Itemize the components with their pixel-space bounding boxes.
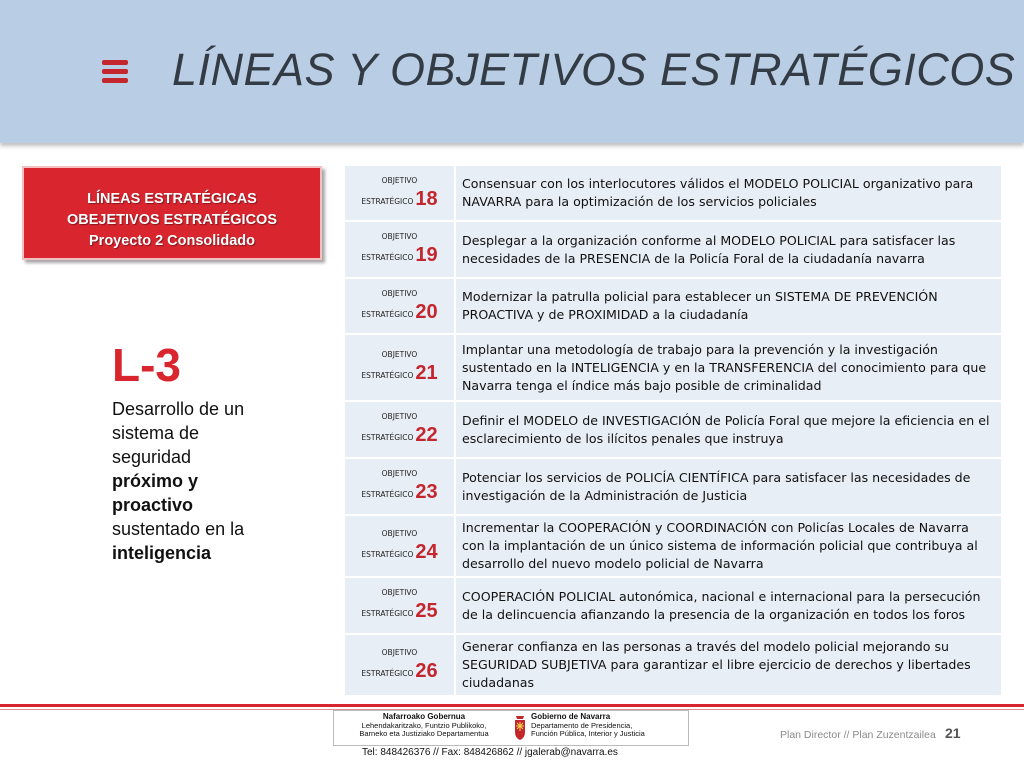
objective-text: Definir el MODELO de INVESTIGACIÓN de Policía Foral que mejore la eficiencia en el esclarecimiento de los ilícitos penales que instruya <box>455 401 1002 458</box>
line-code: L-3 <box>112 339 181 391</box>
line-desc-bold-2: inteligencia <box>112 543 212 563</box>
table-row <box>344 577 1002 634</box>
objective-text: Generar confianza en las personas a través del modelo policial mejorando su SEGURIDAD SUBJETIVA para garantizar el libre ejercicio de derechos y libertades ciudadanas <box>455 634 1002 696</box>
objective-label-bottom: ESTRATÉGICO <box>361 309 414 319</box>
objective-label-top: OBJETIVO <box>381 175 418 185</box>
objective-code-cell <box>344 577 455 634</box>
line-desc-bold-1: próximo y proactivo <box>112 471 199 515</box>
table-row <box>344 401 1002 458</box>
table-row <box>344 278 1002 334</box>
navarra-crest-icon <box>512 715 528 741</box>
red-box-line-3: Proyecto 2 Consolidado <box>89 233 255 249</box>
line-desc-part-1: Desarrollo de un sistema de seguridad <box>112 399 245 467</box>
objective-number: 20 <box>415 300 438 323</box>
objective-label-top: OBJETIVO <box>381 350 418 359</box>
contact-info: Tel: 848426376 // Fax: 848426862 // jgalerab@navarra.es <box>362 747 618 758</box>
objective-text: COOPERACIÓN POLICIAL autonómica, nacional e internacional para la persecución de la delincuencia afianzando la presencia de la organización en todos los foros <box>455 577 1002 634</box>
objective-code-cell <box>344 278 455 334</box>
objective-number: 21 <box>415 362 438 384</box>
gov-logo-basque-text <box>338 713 510 739</box>
footer-plan-label: Plan Director // Plan Zuzentzailea <box>780 729 936 741</box>
objective-code-cell <box>344 221 455 278</box>
gov-left-line-2: Lehendakaritzako, Funtzio Publikoko, <box>361 720 487 730</box>
footer-divider-red <box>0 704 1024 707</box>
objective-label-bottom: ESTRATÉGICO <box>361 371 414 380</box>
objective-number: 18 <box>415 187 438 210</box>
objective-number: 25 <box>415 600 438 622</box>
red-box-line-2: OBEJETIVOS ESTRATÉGICOS <box>66 212 278 228</box>
objective-text: Modernizar la patrulla policial para establecer un SISTEMA DE PREVENCIÓN PROACTIVA y de PROXIMIDAD a la ciudadanía <box>455 278 1002 334</box>
objective-text: Implantar una metodología de trabajo para la prevención y la investigación sustentado en la INTELIGENCIA y en la TRANSFERENCIA del conocimiento para que Navarra tenga el índice más bajo posible de criminalidad <box>455 334 1002 401</box>
line-description <box>112 397 262 565</box>
line-desc-part-2: sustentado en la <box>112 519 245 539</box>
objective-label-top: OBJETIVO <box>381 588 418 597</box>
table-row <box>344 221 1002 278</box>
gov-right-line-3: Función Pública, Interior y Justicia <box>531 729 645 738</box>
objective-number: 19 <box>415 244 438 266</box>
gov-logo-spanish-text <box>531 713 687 739</box>
gov-right-line-2: Departamento de Presidencia, <box>531 720 633 730</box>
gov-left-line-1: Nafarroako Gobernua <box>382 712 466 721</box>
objective-text: Consensuar con los interlocutores válidos el MODELO POLICIAL organizativo para NAVARRA para la optimización de los servicios policiales <box>455 165 1002 221</box>
red-box-line-1: LÍNEAS ESTRATÉGICAS <box>87 191 257 207</box>
objective-label-bottom: ESTRATÉGICO <box>361 433 414 442</box>
table-row <box>344 458 1002 515</box>
table-row <box>344 515 1002 577</box>
strategic-lines-box <box>22 166 322 260</box>
objective-number: 23 <box>415 481 438 503</box>
table-row <box>344 165 1002 221</box>
objective-label-top: OBJETIVO <box>381 647 418 657</box>
objective-code-cell <box>344 634 455 696</box>
objective-text: Desplegar a la organización conforme al MODELO POLICIAL para satisfacer las necesidades de la PRESENCIA de la Policía Foral de la ciudadanía navarra <box>455 221 1002 278</box>
table-row <box>344 634 1002 696</box>
objective-label-top: OBJETIVO <box>381 232 418 241</box>
objective-number: 26 <box>415 659 438 682</box>
objective-label-bottom: ESTRATÉGICO <box>361 668 414 678</box>
objective-label-bottom: ESTRATÉGICO <box>361 549 414 559</box>
objective-text: Potenciar los servicios de POLICÍA CIENTÍFICA para satisfacer las necesidades de investigación de la Administración de Justicia <box>455 458 1002 515</box>
hamburger-menu-icon[interactable] <box>102 60 128 84</box>
objective-number: 22 <box>415 424 438 446</box>
page-title: LÍNEAS Y OBJETIVOS ESTRATÉGICOS <box>172 44 1016 95</box>
objective-label-bottom: ESTRATÉGICO <box>361 490 414 499</box>
objective-code-cell <box>344 401 455 458</box>
objective-label-bottom: ESTRATÉGICO <box>361 609 414 618</box>
gov-right-line-1: Gobierno de Navarra <box>531 712 611 721</box>
objective-code-cell <box>344 334 455 401</box>
objective-label-top: OBJETIVO <box>381 288 418 298</box>
objective-text: Incrementar la COOPERACIÓN y COORDINACIÓN con Policías Locales de Navarra con la implantación de un único sistema de información policial que contribuya al desarrollo del nuevo modelo policial de Navarra <box>455 515 1002 577</box>
objective-label-top: OBJETIVO <box>381 528 418 538</box>
objective-code-cell <box>344 515 455 577</box>
objective-label-bottom: ESTRATÉGICO <box>361 253 414 262</box>
objective-number: 24 <box>415 540 438 563</box>
objective-code-cell <box>344 458 455 515</box>
objective-label-bottom: ESTRATÉGICO <box>361 196 414 206</box>
page-number: 21 <box>945 725 961 741</box>
table-row <box>344 334 1002 401</box>
government-logo <box>333 710 689 746</box>
objective-code-cell <box>344 165 455 221</box>
objectives-table <box>343 164 1003 697</box>
objective-label-top: OBJETIVO <box>381 469 418 478</box>
gov-left-line-3: Barneko eta Justiziako Departamentua <box>359 729 489 738</box>
objective-label-top: OBJETIVO <box>381 412 418 421</box>
